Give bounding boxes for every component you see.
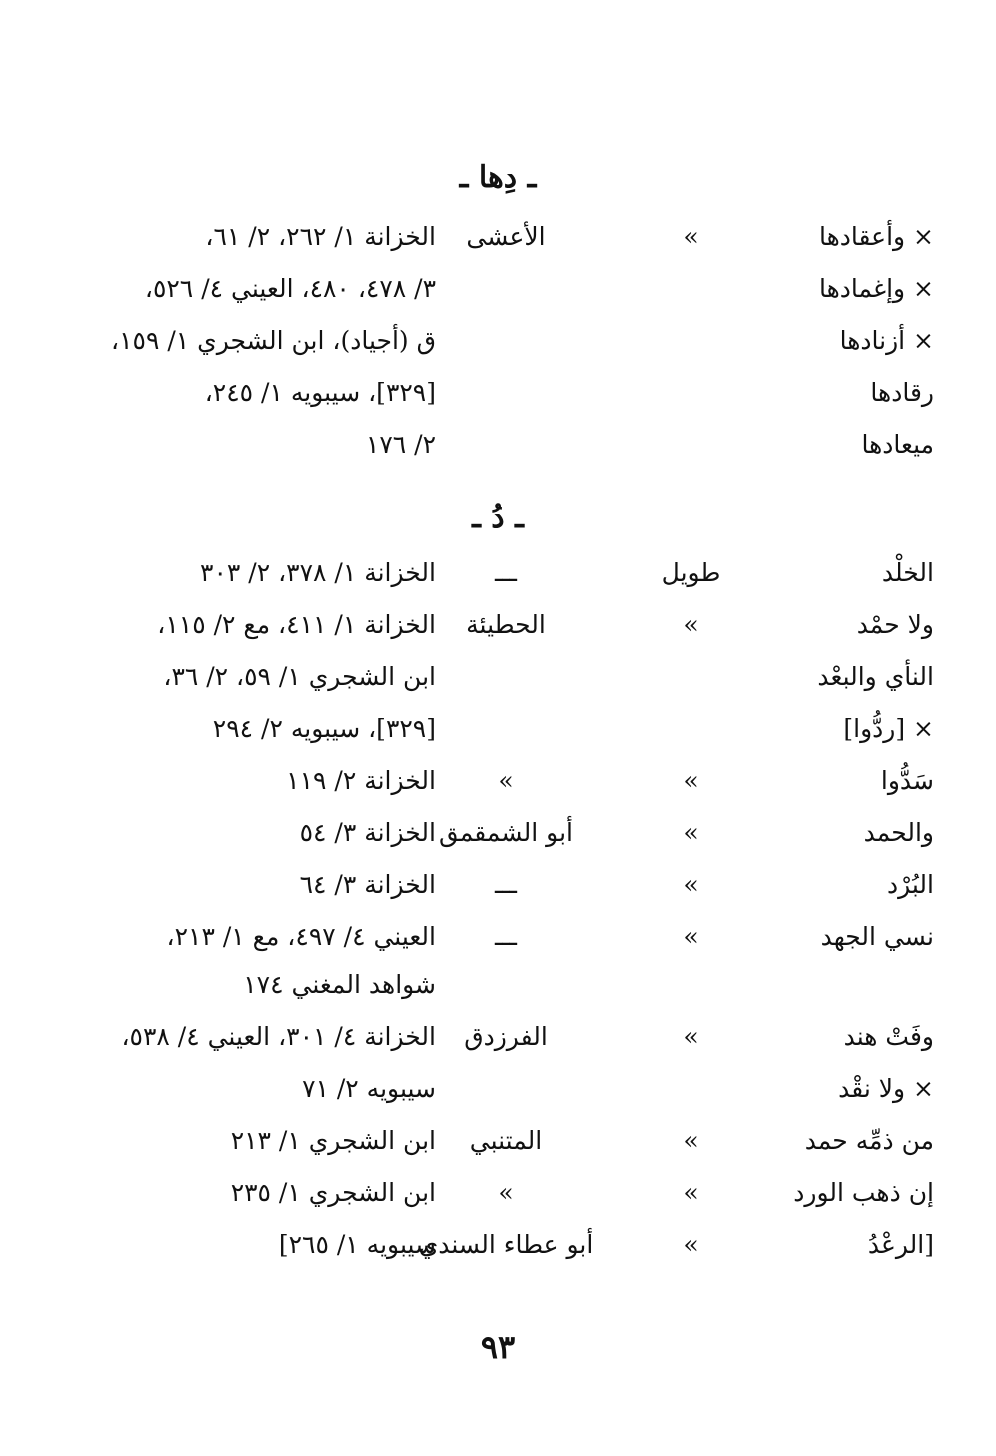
table-row — [0, 378, 996, 430]
meter: » — [683, 870, 699, 899]
rhyme-word: وفَتْ هند — [843, 1022, 934, 1051]
poet: » — [498, 1178, 514, 1207]
meter: » — [683, 818, 699, 847]
source-reference: سيبويه ٢/ ٧١ — [302, 1074, 436, 1103]
source-reference: العيني ٤/ ٤٩٧، مع ١/ ٢١٣، — [166, 922, 436, 951]
meter: » — [683, 222, 699, 251]
table-row — [0, 1178, 996, 1230]
table-row — [0, 662, 996, 714]
table-row — [0, 1022, 996, 1074]
source-reference: الخزانة ٣/ ٥٤ — [299, 818, 436, 847]
table-row — [0, 610, 996, 662]
poet: أبو عطاء السندي — [418, 1230, 594, 1259]
table-row — [0, 818, 996, 870]
poet: ـــ — [495, 922, 517, 951]
poet: ـــ — [495, 870, 517, 899]
rhyme-word: × وإغمادها — [819, 274, 934, 303]
source-reference: ٢/ ١٧٦ — [365, 430, 436, 459]
table-row — [0, 430, 996, 482]
meter: » — [683, 1126, 699, 1155]
poet: » — [498, 766, 514, 795]
table-row — [0, 970, 996, 1022]
meter: » — [683, 610, 699, 639]
table-row — [0, 714, 996, 766]
page-number: ٩٣ — [480, 1328, 516, 1366]
source-reference: شواهد المغني ١٧٤ — [243, 970, 436, 999]
source-reference: الخزانة ٣/ ٦٤ — [299, 870, 436, 899]
rhyme-word: × أزنادها — [839, 326, 934, 355]
poet: المتنبي — [469, 1126, 543, 1155]
table-row — [0, 222, 996, 274]
rhyme-word: × ولا نقْد — [838, 1074, 934, 1103]
table-row — [0, 766, 996, 818]
rhyme-word: ولا حمْد — [856, 610, 934, 639]
source-reference: الخزانة ٢/ ١١٩ — [286, 766, 436, 795]
rhyme-word: [الرعْدُ — [867, 1230, 934, 1259]
rhyme-word: والحمد — [863, 818, 934, 847]
rhyme-word: سَدُّوا — [880, 766, 934, 795]
poet: الفرزدق — [464, 1022, 548, 1051]
source-reference: الخزانة ١/ ٤١١، مع ٢/ ١١٥، — [157, 610, 436, 639]
meter: » — [683, 1230, 699, 1259]
table-row — [0, 1074, 996, 1126]
section-heading: ـ دِها ـ — [459, 160, 537, 195]
source-reference: ابن الشجري ١/ ٢١٣ — [230, 1126, 436, 1155]
source-reference: الخزانة ٤/ ٣٠١، العيني ٤/ ٥٣٨، — [121, 1022, 436, 1051]
source-reference: ابن الشجري ١/ ٥٩، ٢/ ٣٦، — [163, 662, 436, 691]
table-row — [0, 326, 996, 378]
section-heading: ـ دُ ـ — [472, 500, 524, 535]
meter: طويل — [661, 558, 721, 587]
meter: » — [683, 766, 699, 795]
source-reference: ابن الشجري ١/ ٢٣٥ — [230, 1178, 436, 1207]
table-row — [0, 558, 996, 610]
poet: الحطيئة — [466, 610, 546, 639]
table-row — [0, 274, 996, 326]
source-reference: سيبويه ١/ ٢٦٥] — [278, 1230, 436, 1259]
meter: » — [683, 922, 699, 951]
source-reference: ق (أجياد)، ابن الشجري ١/ ١٥٩، — [111, 326, 436, 355]
meter: » — [683, 1022, 699, 1051]
source-reference: الخزانة ١/ ٣٧٨، ٢/ ٣٠٣ — [200, 558, 436, 587]
rhyme-word: من ذمِّه حمد — [804, 1126, 934, 1155]
rhyme-word: ميعادها — [861, 430, 934, 459]
source-reference: [٣٢٩]، سيبويه ٢/ ٢٩٤ — [212, 714, 436, 743]
rhyme-word: النأي والبعْد — [817, 662, 934, 691]
table-row — [0, 922, 996, 974]
rhyme-word: رقادها — [870, 378, 934, 407]
meter: » — [683, 1178, 699, 1207]
table-row — [0, 1230, 996, 1282]
rhyme-word: إن ذهب الورد — [793, 1178, 934, 1207]
rhyme-word: × [ردُّوا] — [843, 714, 934, 743]
table-row — [0, 870, 996, 922]
rhyme-word: نسي الجهد — [820, 922, 934, 951]
table-row — [0, 1126, 996, 1178]
source-reference: الخزانة ١/ ٢٦٢، ٢/ ٦١، — [205, 222, 436, 251]
rhyme-word: × وأعقادها — [818, 222, 934, 251]
source-reference: ٣/ ٤٧٨، ٤٨٠، العيني ٤/ ٥٢٦، — [144, 274, 436, 303]
poet: ـــ — [495, 558, 517, 587]
poet: الأعشى — [466, 222, 546, 251]
poet: أبو الشمقمق — [438, 818, 574, 847]
rhyme-word: الخلْد — [881, 558, 934, 587]
source-reference: [٣٢٩]، سيبويه ١/ ٢٤٥، — [204, 378, 436, 407]
rhyme-word: البُرْد — [886, 870, 934, 899]
